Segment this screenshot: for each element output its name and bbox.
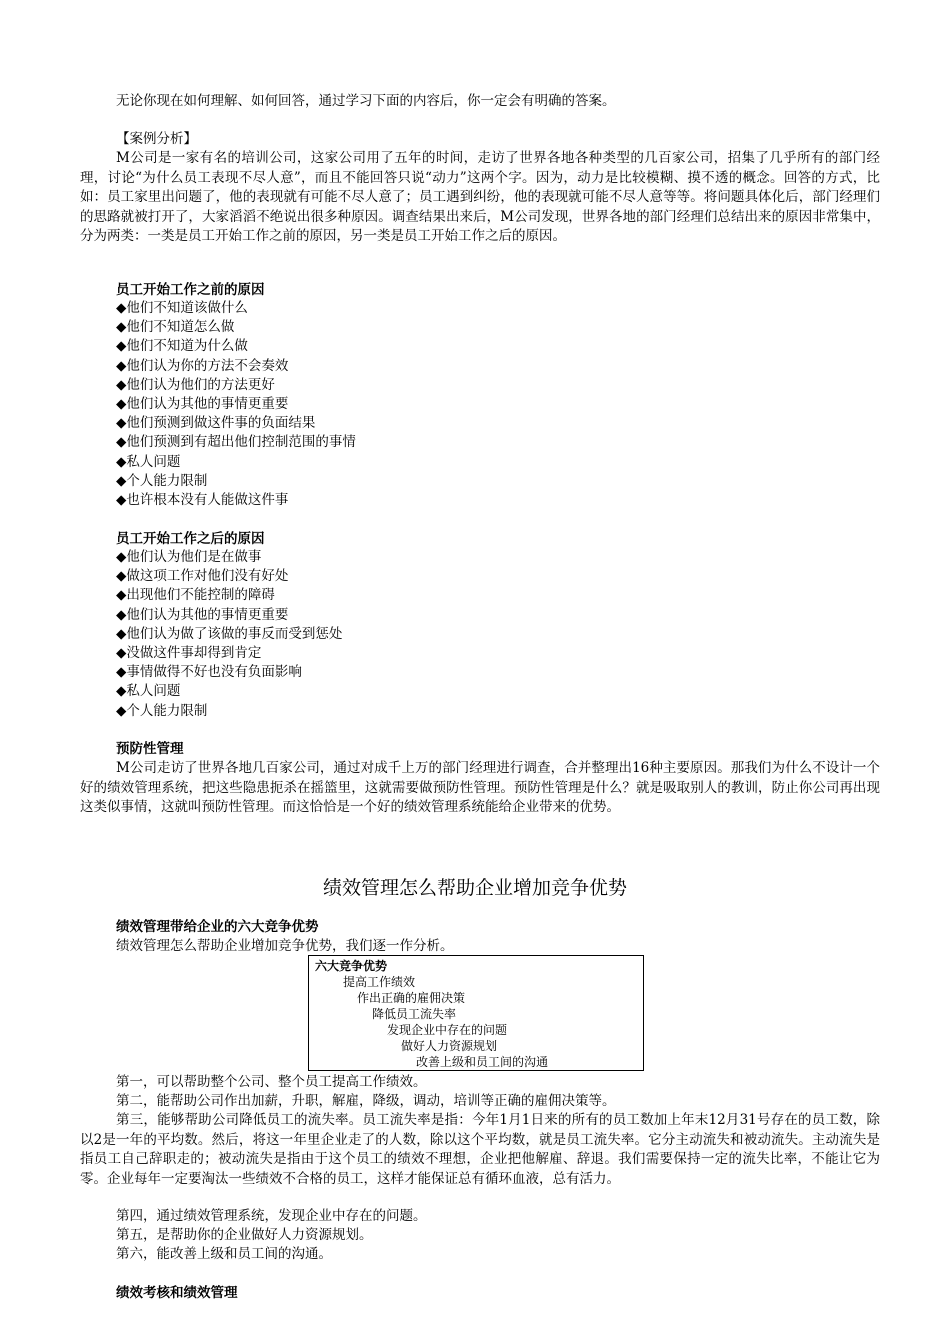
list-item: ◆事情做得不好也没有负面影响 <box>116 664 302 681</box>
point-5: 第五，是帮助你的企业做好人力资源规划。 <box>116 1227 373 1243</box>
list-item: ◆他们预测到有超出他们控制范围的事情 <box>116 434 356 451</box>
case-heading: 【案例分析】 <box>116 131 197 147</box>
after-heading: 员工开始工作之后的原因 <box>116 531 265 547</box>
six-advantages-box <box>308 955 644 1071</box>
list-item: ◆他们不知道为什么做 <box>116 338 248 355</box>
list-item: ◆没做这件事却得到肯定 <box>116 645 262 662</box>
box-item: 降低员工流失率 <box>372 1007 457 1021</box>
list-item: ◆他们认为他们是在做事 <box>116 549 262 565</box>
box-title: 六大竞争优势 <box>315 959 388 973</box>
box-item: 作出正确的雇佣决策 <box>357 991 466 1005</box>
chapter-title: 绩效管理怎么帮助企业增加竞争优势 <box>322 877 627 899</box>
six-heading: 绩效管理带给企业的六大竞争优势 <box>116 919 319 935</box>
list-item: ◆私人问题 <box>116 683 181 700</box>
list-item: ◆私人问题 <box>116 453 181 470</box>
before-list <box>116 299 356 510</box>
point-1: 第一，可以帮助整个公司、整个员工提高工作绩效。 <box>116 1074 427 1090</box>
six-intro: 绩效管理怎么帮助企业增加竞争优势，我们逐一作分析。 <box>116 938 454 954</box>
after-list <box>116 548 342 721</box>
list-item: ◆他们认为做了该做的事反而受到惩处 <box>116 625 343 642</box>
box-item: 发现企业中存在的问题 <box>387 1023 508 1037</box>
point-2: 第二，能帮助公司作出加薪，升职，解雇，降级，调动，培训等正确的雇佣决策等。 <box>116 1093 616 1109</box>
list-item: ◆个人能力限制 <box>116 472 208 489</box>
list-item: ◆他们认为你的方法不会奏效 <box>116 357 289 374</box>
point-4: 第四，通过绩效管理系统，发现企业中存在的问题。 <box>116 1208 427 1224</box>
list-item: ◆他们不知道该做什么 <box>116 300 248 316</box>
prevent-paragraph: M公司走访了世界各地几百家公司，通过对成千上万的部门经理进行调查，合并整理出16种主要原因。那我们为什么不设计一个好的绩效管理系统，把这些隐患扼杀在摇篮里，这就需要做预防性管理。预防性管理是什么？就是吸取别人的教训，防止你公司再出现这类似事情，这就叫预防性管理。而这恰恰是一个好的绩效管理系统能给企业带来的优势。 <box>80 760 880 815</box>
list-item: ◆他们不知道怎么做 <box>116 319 235 336</box>
prevent-heading: 预防性管理 <box>116 741 184 757</box>
box-item: 做好人力资源规划 <box>401 1039 498 1053</box>
intro-line: 无论你现在如何理解、如何回答，通过学习下面的内容后，你一定会有明确的答案。 <box>116 93 616 109</box>
point-3: 第三，能够帮助公司降低员工的流失率。员工流失率是指：今年1月1日来的所有的员工数加上年末12月31号存在的员工数，除以2是一年的平均数。然后，将这一年里企业走了的人数，除以这个平均数，就是员工流失率。它分主动流失和被动流失。主动流失是指员工自己辞职走的；被动流失是指由于这个员工的绩效不理想，企业把他解雇、辞退。我们需要保持一定的流失比率，不能让它为零。企业每年一定要淘汰一些绩效不合格的员工，这样才能保证总有循环血液，总有活力。 <box>80 1112 880 1187</box>
point-6: 第六，能改善上级和员工间的沟通。 <box>116 1246 332 1262</box>
list-item: ◆个人能力限制 <box>116 702 208 719</box>
list-item: ◆他们认为其他的事情更重要 <box>116 396 289 413</box>
list-item: ◆他们认为他们的方法更好 <box>116 376 275 393</box>
list-item: ◆他们认为其他的事情更重要 <box>116 606 289 623</box>
box-item: 提高工作绩效 <box>343 975 416 989</box>
last-heading: 绩效考核和绩效管理 <box>116 1285 238 1301</box>
list-item: ◆也许根本没有人能做这件事 <box>116 492 289 509</box>
case-paragraph: M公司是一家有名的培训公司，这家公司用了五年的时间，走访了世界各地各种类型的几百家公司，招集了几乎所有的部门经理，讨论“为什么员工表现不尽人意”，而且不能回答只说“动力”这两个字。因为，动力是比较模糊、摸不透的概念。回答的方式，比如：员工家里出问题了，他的表现就有可能不尽人意了；员工遇到纠纷，他的表现就可能不尽人意等等。将问题具体化后，部门经理们的思路就被打开了，大家滔滔不绝说出很多种原因。调查结果出来后，M公司发现，世界各地的部门经理们总结出来的原因非常集中，分为两类：一类是员工开始工作之前的原因，另一类是员工开始工作之后的原因。 <box>80 150 880 244</box>
list-item: ◆他们预测到做这件事的负面结果 <box>116 415 316 432</box>
list-item: ◆做这项工作对他们没有好处 <box>116 568 289 585</box>
before-heading: 员工开始工作之前的原因 <box>116 282 265 298</box>
list-item: ◆出现他们不能控制的障碍 <box>116 587 275 604</box>
box-item: 改善上级和员工间的沟通 <box>416 1055 549 1069</box>
